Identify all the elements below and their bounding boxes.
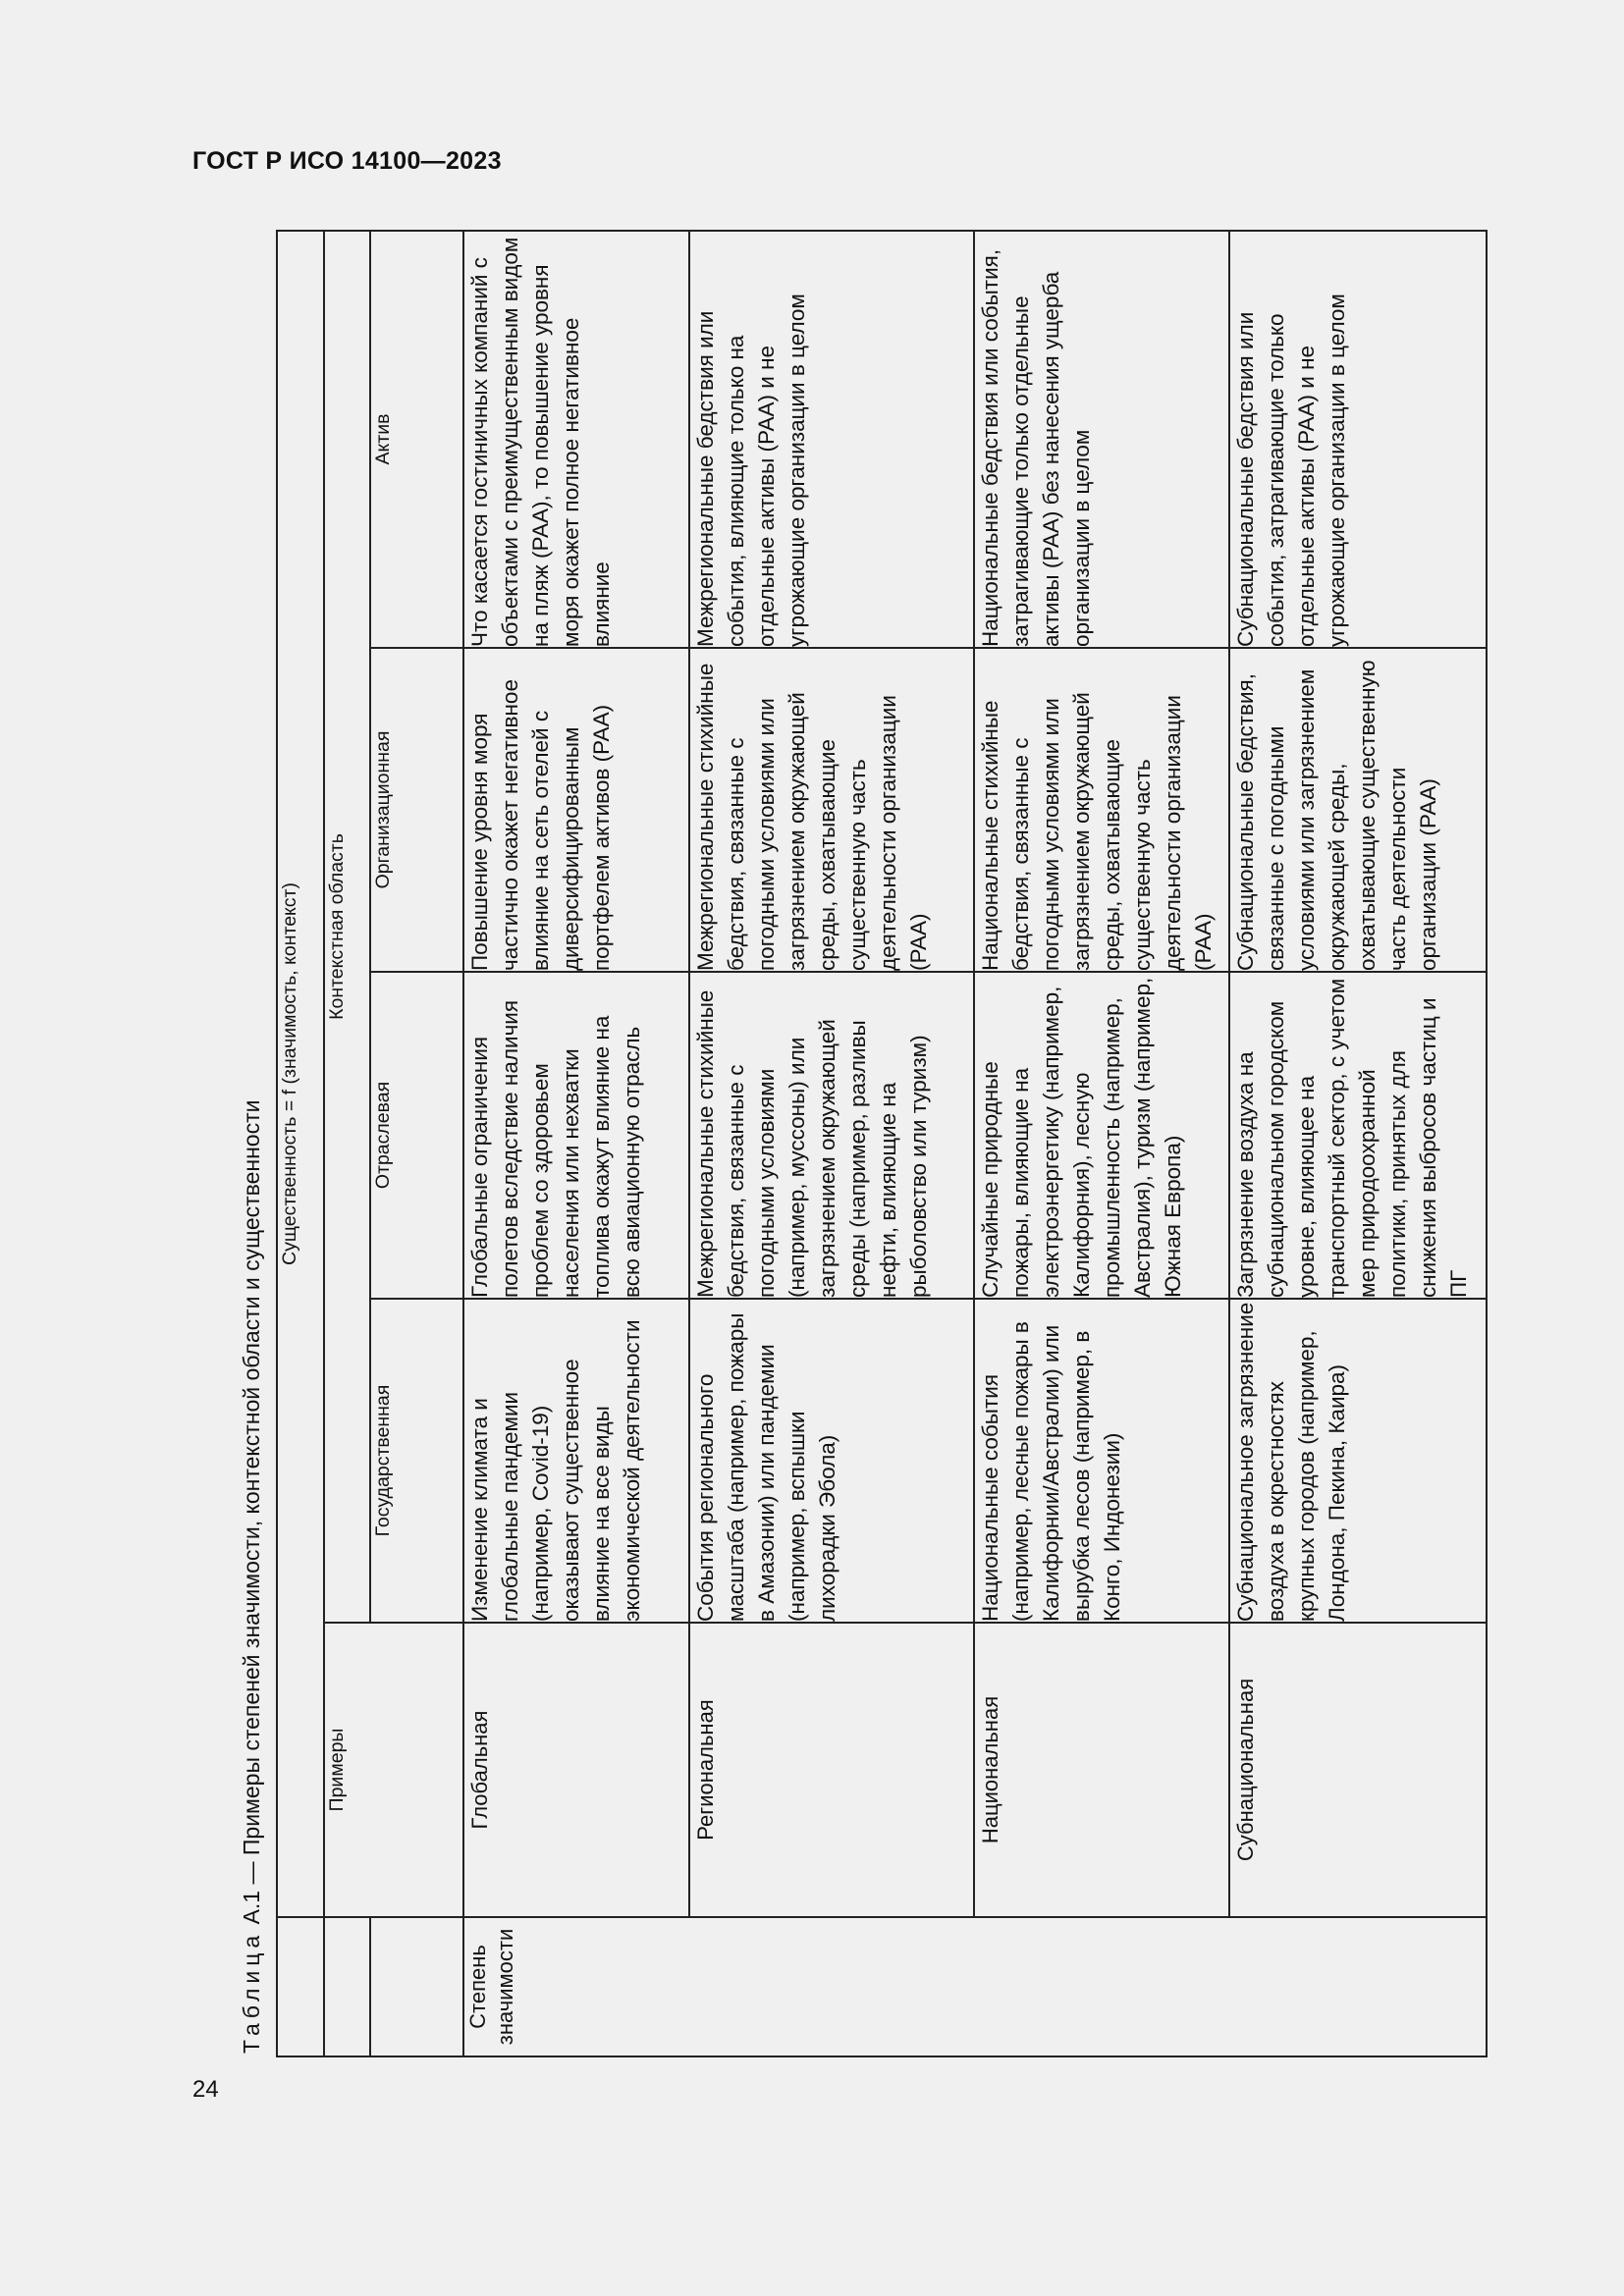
table-cell: Что касается гостиничных компаний с объектами с преимущественным видом на пляж (РАА), то повышение уровня моря окажет полное негативное влияние (463, 231, 689, 648)
level-regional: Региональная (689, 1623, 974, 1917)
table-cell: Изменение климата и глобальные пандемии (например, Covid-19) оказывают существенное влияние на все виды экономической деятельности (463, 1299, 689, 1623)
column-header-state: Государственная (370, 1299, 463, 1623)
column-header-industry: Отраслевая (370, 972, 463, 1299)
row-group-significance-degree: Степень значимости (463, 1917, 1487, 2056)
table-cell: Повышение уровня моря частично окажет негативное влияние на сеть отелей с диверсифицированным портфелем активов (РАА) (463, 648, 689, 972)
column-header-asset: Актив (370, 231, 463, 648)
table-cell: События регионального масштаба (например, пожары в Амазонии) или пандемии (например, вспышки лихорадки Эбола) (689, 1299, 974, 1623)
table-cell: Межрегиональные стихийные бедствия, связанные с погодными условиями или загрязнением окружающей среды, охватывающие существенную часть деятельности организации (РАА) (689, 648, 974, 972)
document-header: ГОСТ Р ИСО 14100—2023 (192, 147, 502, 175)
table-cell: Субнациональные бедствия или события, затрагивающие только отдельные активы (РАА) и не угрожающие организации в целом (1229, 231, 1487, 648)
table-caption-text: А.1 — Примеры степеней значимости, контекстной области и существенности (239, 1099, 264, 1925)
header-materiality-formula: Существенность = f (значимость, контекст) (277, 231, 324, 1917)
column-header-organizational: Организационная (370, 648, 463, 972)
rotated-table-block (227, 232, 1471, 2057)
header-empty-cell (277, 1917, 324, 2056)
level-global: Глобальная (463, 1623, 689, 1917)
table-cell: Глобальные ограничения полетов вследствие наличия проблем со здоровьем населения или нехватки топлива окажут влияние на всю авиационную отрасль (463, 972, 689, 1299)
table-cell: Субнациональное загрязнение воздуха в окрестностях крупных городов (например, Лондона, Пекина, Каира) (1229, 1299, 1487, 1623)
table-cell: Межрегиональные бедствия или события, влияющие только на отдельные активы (РАА) и не угрожающие организации в целом (689, 231, 974, 648)
page-number: 24 (192, 2076, 219, 2103)
header-context-area: Контекстная область (324, 231, 370, 1623)
header-examples: Примеры (324, 1623, 463, 1917)
header-empty-cell (370, 1917, 463, 2056)
significance-table (276, 230, 1488, 2057)
level-subnational: Субнациональная (1229, 1623, 1487, 1917)
table-caption (227, 232, 276, 2057)
table-cell: Национальные события (например, лесные пожары в Калифорнии/Австралии) или вырубка лесов (например, в Конго, Индонезии) (974, 1299, 1229, 1623)
level-national: Национальная (974, 1623, 1229, 1917)
table-cell: Национальные бедствия или события, затрагивающие только отдельные активы (РАА) без нанесения ущерба организации в целом (974, 231, 1229, 648)
table-cell: Субнациональные бедствия, связанные с погодными условиями или загрязнением окружающей среды, охватывающие существенную часть деятельности организации (РАА) (1229, 648, 1487, 972)
table-cell: Национальные стихийные бедствия, связанные с погодными условиями или загрязнением окружающей среды, охватывающие существенную часть деятельности организации (РАА) (974, 648, 1229, 972)
header-empty-cell (324, 1917, 370, 2056)
table-caption-label: Таблица (239, 1930, 264, 2054)
table-cell: Межрегиональные стихийные бедствия, связанные с погодными условиями (например, муссоны) или загрязнением окружающей среды (например, разливы нефти, влияющие на рыболовство или туризм) (689, 972, 974, 1299)
table-cell: Загрязнение воздуха на субнациональном городском уровне, влияющее на транспортный сектор, с учетом мер природоохранной политики, принятых для снижения выбросов частиц и ПГ (1229, 972, 1487, 1299)
table-cell: Случайные природные пожары, влияющие на электроэнергетику (например, Калифорния), лесную промышленность (например, Австралия), туризм (например, Южная Европа) (974, 972, 1229, 1299)
